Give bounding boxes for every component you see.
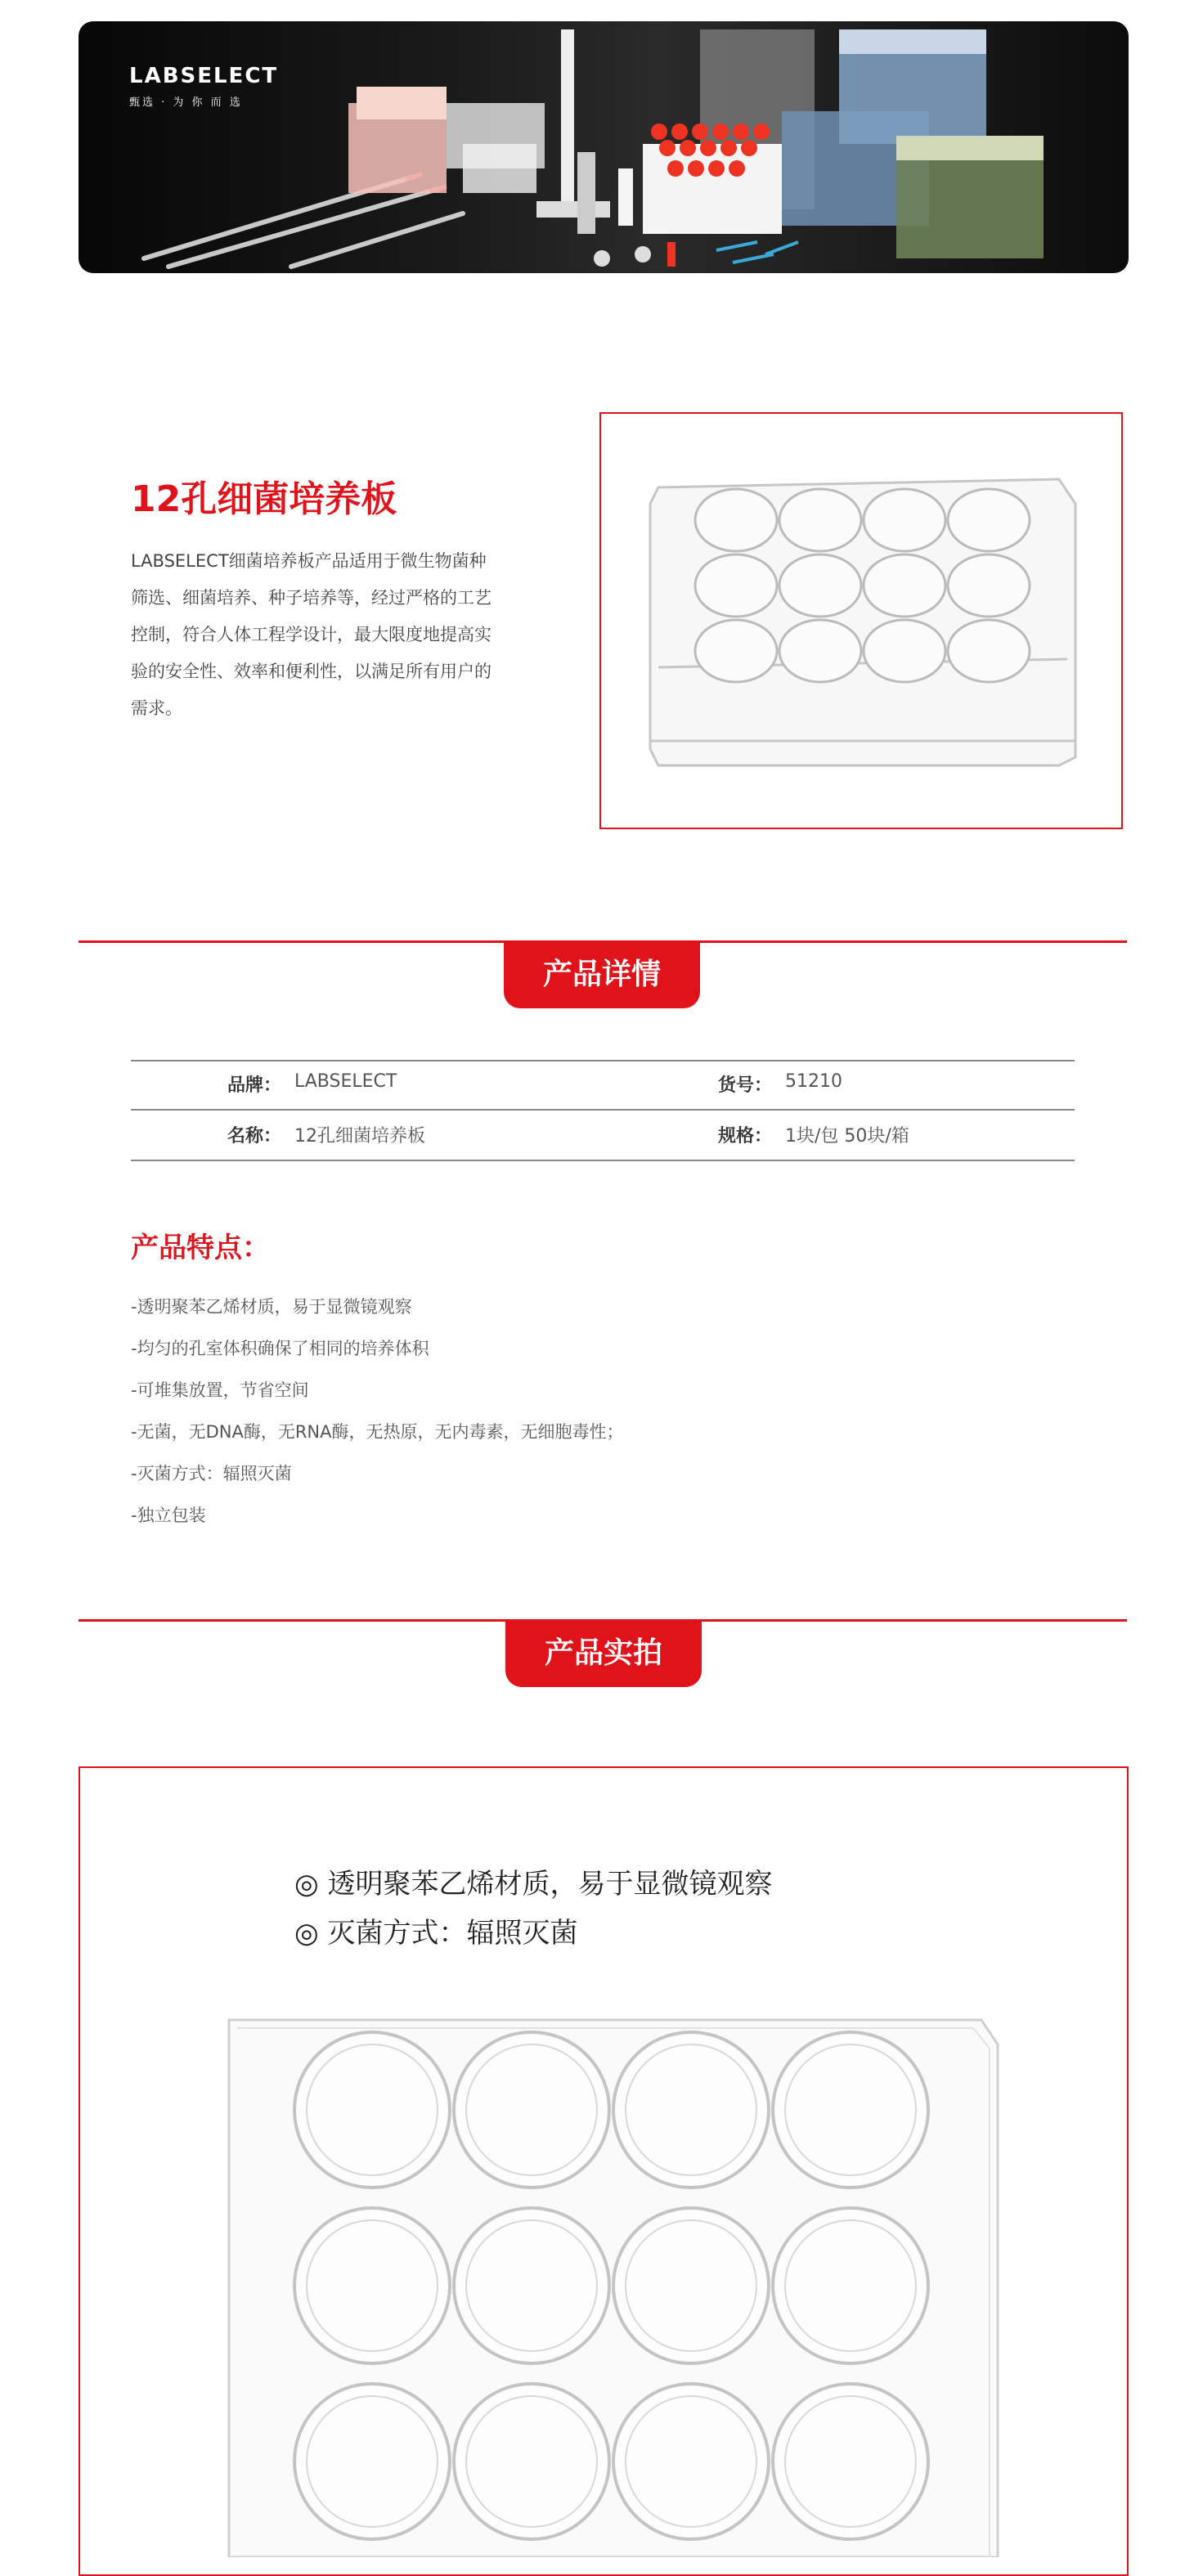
- product-description: [131, 543, 564, 727]
- sku-value: 51210: [785, 1071, 842, 1092]
- name-label: 名称：: [227, 1126, 282, 1147]
- hero-banner: [79, 21, 1129, 273]
- description-line: 筛选、细菌培养、种子培养等，经过严格的工艺: [131, 588, 492, 608]
- feature-item: -独立包装: [131, 1506, 206, 1525]
- feature-item: -透明聚苯乙烯材质，易于显微镜观察: [131, 1297, 412, 1317]
- product-title: 12孔细菌培养板: [131, 478, 397, 520]
- plate-photo: [213, 2012, 1006, 2557]
- spec-label: 规格：: [718, 1126, 773, 1147]
- features-title: 产品特点：: [131, 1232, 270, 1264]
- table-border: [131, 1160, 1075, 1161]
- brand-value: LABSELECT: [294, 1071, 397, 1092]
- product-image-frame: [599, 412, 1123, 829]
- description-line: 控制，符合人体工程学设计，最大限度地提高实: [131, 625, 492, 644]
- features-list: [131, 1290, 624, 1541]
- feature-item: -均匀的孔室体积确保了相同的培养体积: [131, 1339, 429, 1358]
- brand-label: 品牌：: [227, 1075, 282, 1096]
- table-border: [131, 1109, 1075, 1111]
- brand-slogan: 甄选 · 为 你 而 选: [129, 96, 243, 109]
- feature-item: -无菌，无DNA酶，无RNA酶，无热原，无内毒素，无细胞毒性；: [131, 1422, 624, 1442]
- feature-item: -可堆集放置，节省空间: [131, 1380, 309, 1400]
- photos-section-title: 产品实拍: [505, 1622, 702, 1687]
- table-border: [131, 1060, 1075, 1061]
- name-value: 12孔细菌培养板: [294, 1126, 425, 1147]
- feature-item: -灭菌方式：辐照灭菌: [131, 1464, 292, 1483]
- description-line: 需求。: [131, 698, 182, 718]
- sku-label: 货号：: [718, 1075, 773, 1096]
- description-line: 验的安全性、效率和便利性，以满足所有用户的: [131, 662, 492, 681]
- description-line: LABSELECT细菌培养板产品适用于微生物菌种: [131, 551, 487, 571]
- spec-value: 1块/包 50块/箱: [785, 1126, 909, 1147]
- plate-product-image: [601, 414, 1121, 828]
- lab-products-illustration: [79, 21, 1129, 273]
- details-section-title: 产品详情: [504, 943, 700, 1008]
- photo-caption: ◎ 透明聚苯乙烯材质，易于显微镜观察: [294, 1868, 773, 1901]
- photo-caption: ◎ 灭菌方式：辐照灭菌: [294, 1917, 578, 1950]
- brand-name: LABSELECT: [129, 64, 279, 88]
